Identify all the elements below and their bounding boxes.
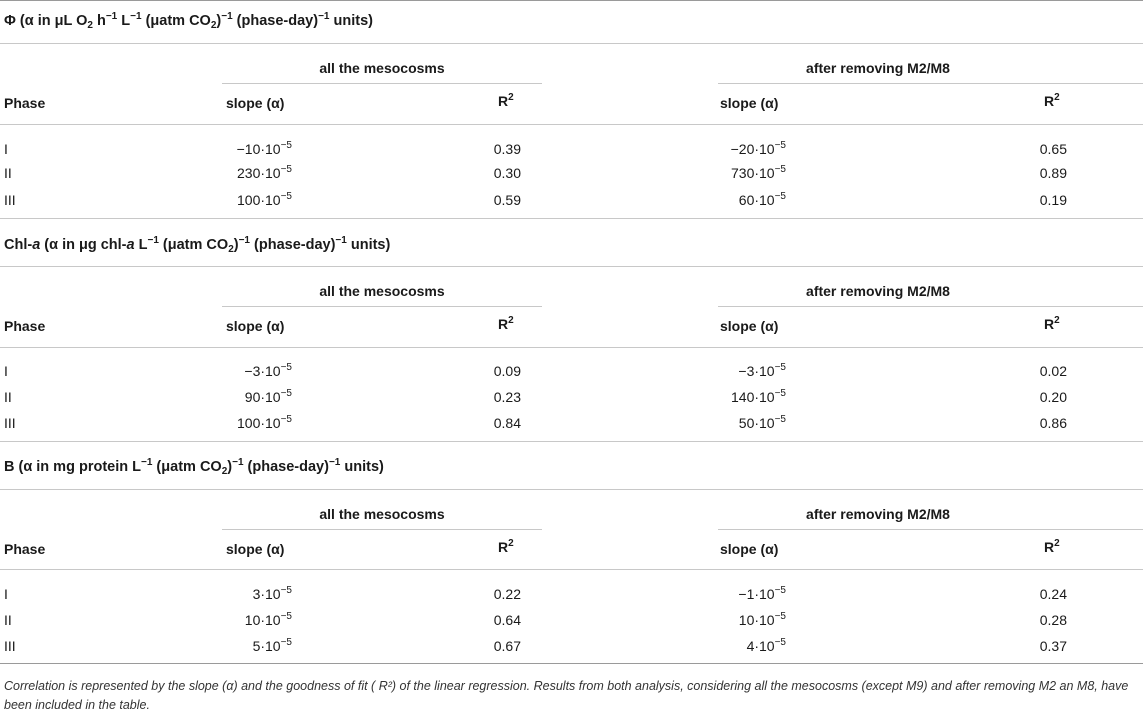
table-bottom-rule bbox=[0, 663, 1143, 664]
cell-r2: 0.19 bbox=[1039, 192, 1067, 208]
column-header-slope: slope (α) bbox=[720, 95, 779, 111]
column-header-phase: Phase bbox=[4, 95, 46, 111]
cell-r2: 0.02 bbox=[1039, 363, 1067, 379]
group-underline bbox=[222, 529, 542, 530]
column-header-slope: slope (α) bbox=[226, 541, 285, 557]
group-underline bbox=[718, 306, 1143, 307]
cell-r2: 0.84 bbox=[493, 415, 521, 431]
cell-r2: 0.37 bbox=[1039, 638, 1067, 654]
cell-phase: III bbox=[4, 192, 16, 208]
section-title-phi: Φ (α in μL $O_2$ $h^{-1}$ $L^{-1}$ (μatm $CO_2)^{-1}$ (phase-day)$^{-1}$ units) bbox=[4, 11, 373, 31]
cell-slope: $50\cdot 10^{-5}$ bbox=[738, 414, 786, 431]
group-underline bbox=[222, 83, 542, 84]
cell-phase: I bbox=[4, 363, 8, 379]
cell-slope: $5\cdot 10^{-5}$ bbox=[252, 637, 292, 654]
cell-r2: 0.09 bbox=[493, 363, 521, 379]
cell-slope: $60\cdot 10^{-5}$ bbox=[738, 191, 786, 208]
cell-slope: $-3\cdot 10^{-5}$ bbox=[244, 362, 292, 379]
group-header-removed: after removing M2/M8 bbox=[806, 506, 950, 522]
cell-slope: $4\cdot 10^{-5}$ bbox=[746, 637, 786, 654]
group-header-removed: after removing M2/M8 bbox=[806, 60, 950, 76]
cell-r2: 0.22 bbox=[493, 586, 521, 602]
header-divider bbox=[0, 347, 1143, 348]
cell-r2: 0.86 bbox=[1039, 415, 1067, 431]
cell-slope: $-1\cdot 10^{-5}$ bbox=[738, 585, 786, 602]
section-divider bbox=[0, 266, 1143, 267]
cell-r2: 0.30 bbox=[493, 165, 521, 181]
column-header-phase: Phase bbox=[4, 318, 46, 334]
cell-r2: 0.20 bbox=[1039, 389, 1067, 405]
cell-slope: $-20\cdot 10^{-5}$ bbox=[730, 140, 786, 157]
cell-slope: $10\cdot 10^{-5}$ bbox=[244, 611, 292, 628]
section-divider bbox=[0, 489, 1143, 490]
column-header-r2: $R^2$ bbox=[1044, 92, 1060, 109]
section-title-b: B (α in mg protein $L^{-1}$ (μatm $CO_2)^{-1}$ (phase-day)$^{-1}$ units) bbox=[4, 457, 384, 477]
cell-r2: 0.65 bbox=[1039, 141, 1067, 157]
header-divider bbox=[0, 124, 1143, 125]
cell-slope: $140\cdot 10^{-5}$ bbox=[731, 388, 786, 405]
cell-phase: II bbox=[4, 165, 12, 181]
cell-phase: II bbox=[4, 389, 12, 405]
group-underline bbox=[718, 83, 1143, 84]
cell-slope: $-3\cdot 10^{-5}$ bbox=[738, 362, 786, 379]
table-top-rule bbox=[0, 0, 1143, 1]
cell-r2: 0.28 bbox=[1039, 612, 1067, 628]
section-divider bbox=[0, 218, 1143, 219]
column-header-r2: $R^2$ bbox=[498, 315, 514, 332]
cell-phase: I bbox=[4, 141, 8, 157]
cell-r2: 0.59 bbox=[493, 192, 521, 208]
cell-slope: $10\cdot 10^{-5}$ bbox=[738, 611, 786, 628]
cell-phase: I bbox=[4, 586, 8, 602]
cell-r2: 0.39 bbox=[493, 141, 521, 157]
cell-r2: 0.23 bbox=[493, 389, 521, 405]
group-header-all: all the mesocosms bbox=[319, 506, 445, 522]
cell-r2: 0.89 bbox=[1039, 165, 1067, 181]
cell-r2: 0.24 bbox=[1039, 586, 1067, 602]
cell-phase: III bbox=[4, 415, 16, 431]
column-header-r2: $R^2$ bbox=[498, 92, 514, 109]
column-header-slope: slope (α) bbox=[226, 318, 285, 334]
cell-slope: $-10\cdot 10^{-5}$ bbox=[236, 140, 292, 157]
group-header-all: all the mesocosms bbox=[319, 283, 445, 299]
column-header-r2: $R^2$ bbox=[498, 538, 514, 555]
cell-r2: 0.67 bbox=[493, 638, 521, 654]
cell-slope: $100\cdot 10^{-5}$ bbox=[237, 414, 292, 431]
column-header-slope: slope (α) bbox=[720, 541, 779, 557]
column-header-r2: $R^2$ bbox=[1044, 315, 1060, 332]
section-divider bbox=[0, 441, 1143, 442]
group-underline bbox=[222, 306, 542, 307]
section-title-chla: Chl-a (α in μg chl-a $L^{-1}$ (μatm $CO_2)^{-1}$ (phase-day)$^{-1}$ units) bbox=[4, 235, 391, 255]
group-header-all: all the mesocosms bbox=[319, 60, 445, 76]
cell-slope: $730\cdot 10^{-5}$ bbox=[731, 164, 786, 181]
header-divider bbox=[0, 569, 1143, 570]
group-header-removed: after removing M2/M8 bbox=[806, 283, 950, 299]
column-header-r2: $R^2$ bbox=[1044, 538, 1060, 555]
table-footnote: Correlation is represented by the slope (α) and the goodness of fit ( R²) of the linear regression. Results from both analysis, considering all the mesocosms (except M9) and after removing M2 an M8, have been included in the table. bbox=[4, 679, 1129, 712]
column-header-phase: Phase bbox=[4, 541, 46, 557]
column-header-slope: slope (α) bbox=[226, 95, 285, 111]
cell-phase: III bbox=[4, 638, 16, 654]
cell-slope: $230\cdot 10^{-5}$ bbox=[237, 164, 292, 181]
cell-slope: $90\cdot 10^{-5}$ bbox=[244, 388, 292, 405]
cell-r2: 0.64 bbox=[493, 612, 521, 628]
cell-slope: $100\cdot 10^{-5}$ bbox=[237, 191, 292, 208]
cell-phase: II bbox=[4, 612, 12, 628]
section-divider bbox=[0, 43, 1143, 44]
group-underline bbox=[718, 529, 1143, 530]
cell-slope: $3\cdot 10^{-5}$ bbox=[252, 585, 292, 602]
column-header-slope: slope (α) bbox=[720, 318, 779, 334]
